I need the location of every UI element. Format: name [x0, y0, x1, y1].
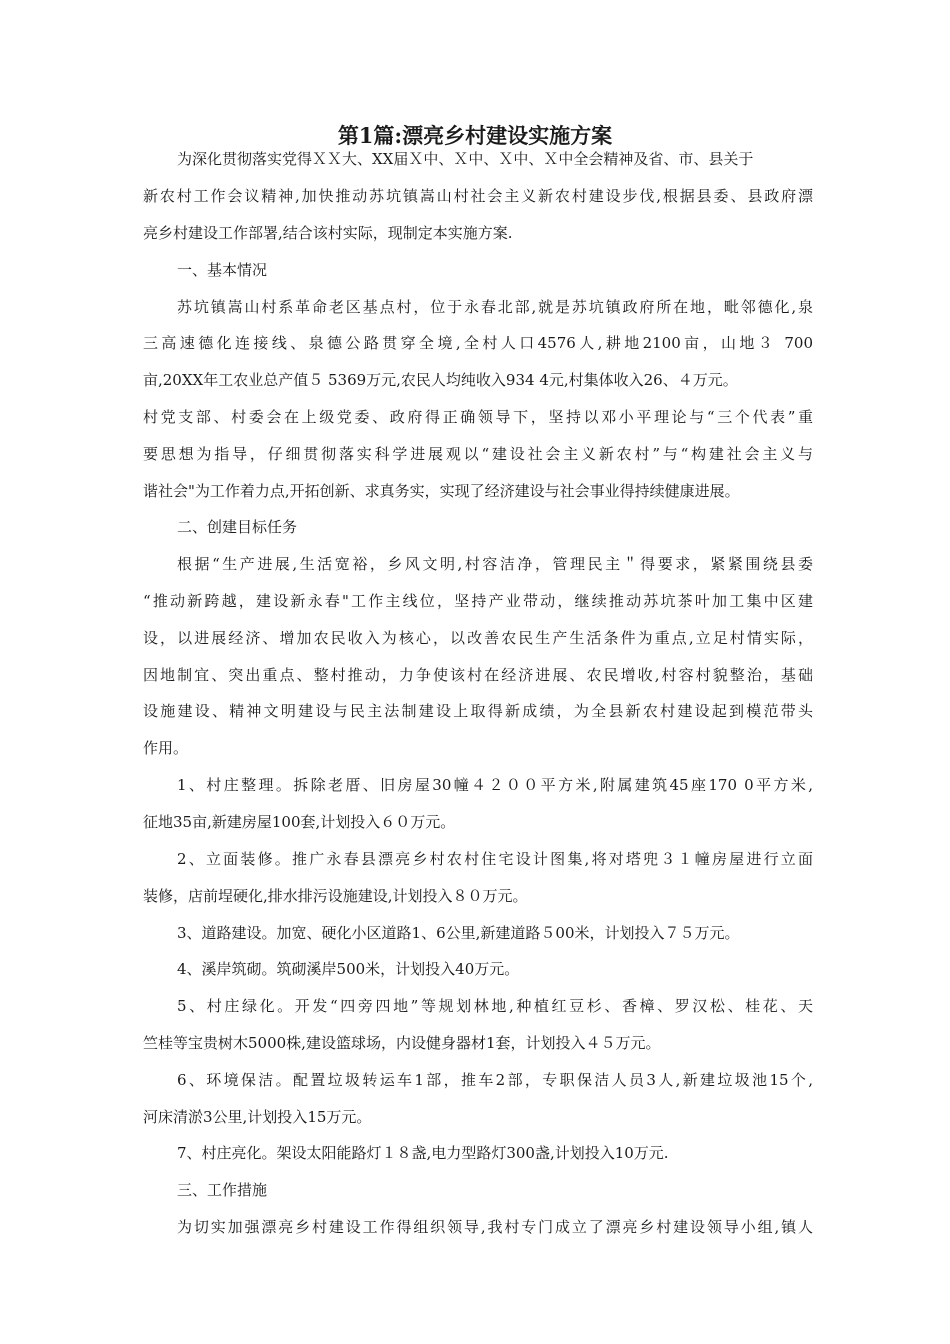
paragraph-line: “推动新跨越，建设新永春"工作主线位，坚持产业带动，继续推动苏坑茶叶加工集中区建 — [143, 592, 813, 610]
paragraph-line: 要思想为指导，仔细贯彻落实科学进展观以“建设社会主义新农村”与“构建社会主义与 — [143, 445, 813, 463]
section-heading: 一、基本情况 — [177, 261, 268, 279]
paragraph-line: 装修，店前埕硬化,排水排污设施建设,计划投入８０万元。 — [143, 887, 528, 905]
list-item: 5、村庄绿化。开发“四旁四地”等规划林地,种植红豆杉、香樟、罗汉松、桂花、天 — [177, 997, 813, 1015]
paragraph-line: 三高速德化连接线、泉德公路贯穿全境,全村人口4576人,耕地2100亩，山地３ 700 — [143, 334, 813, 352]
list-item: 2、立面装修。推广永春县漂亮乡村农村住宅设计图集,将对塔兜３１幢房屋进行立面 — [177, 850, 813, 868]
list-item: 3、道路建设。加宽、硬化小区道路1、6公里,新建道路５00米，计划投入７５万元。 — [177, 924, 740, 942]
paragraph-line: 谐社会"为工作着力点,开拓创新、求真务实，实现了经济建设与社会事业得持续健康进展。 — [143, 482, 740, 500]
paragraph-line: 因地制宜、突出重点、整村推动，力争使该村在经济进展、农民增收,村容村貌整治，基础 — [143, 666, 813, 684]
paragraph-line: 作用。 — [143, 739, 189, 757]
section-heading: 三、工作措施 — [177, 1181, 268, 1199]
paragraph-line: 亩,20XX年工农业总产值５ 5369万元,农民人均纯收入934 4元,村集体收入26、４万元。 — [143, 371, 738, 389]
paragraph-line: 征地35亩,新建房屋100套,计划投入６０万元。 — [143, 813, 456, 831]
paragraph-line: 根据“生产进展,生活宽裕，乡风文明,村容洁净，管理民主＂得要求，紧紧围绕县委 — [177, 555, 813, 573]
paragraph-line: 为深化贯彻落实党得ＸＸ大、XX届Ｘ中、Ｘ中、Ｘ中、Ｘ中全会精神及省、市、县关于 — [177, 150, 754, 168]
paragraph-line: 亮乡村建设工作部署,结合该村实际，现制定本实施方案. — [143, 224, 513, 242]
list-item: 4、溪岸筑砌。筑砌溪岸500米，计划投入40万元。 — [177, 960, 520, 978]
paragraph-line: 新农村工作会议精神,加快推动苏坑镇嵩山村社会主义新农村建设步伐,根据县委、县政府漂 — [143, 187, 813, 205]
paragraph-line: 村党支部、村委会在上级党委、政府得正确领导下，坚持以邓小平理论与“三个代表”重 — [143, 408, 813, 426]
paragraph-line: 河床清淤3公里,计划投入15万元。 — [143, 1108, 372, 1126]
list-item: 6、环境保洁。配置垃圾转运车1部，推车2部，专职保洁人员3人,新建垃圾池15个, — [177, 1071, 813, 1089]
paragraph-line: 苏坑镇嵩山村系革命老区基点村，位于永春北部,就是苏坑镇政府所在地，毗邻德化,泉 — [177, 298, 813, 316]
paragraph-line: 为切实加强漂亮乡村建设工作得组织领导,我村专门成立了漂亮乡村建设领导小组,镇人 — [177, 1218, 813, 1236]
section-heading: 二、创建目标任务 — [177, 518, 298, 536]
list-item: 7、村庄亮化。架设太阳能路灯１８盏,电力型路灯300盏,计划投入10万元. — [177, 1144, 669, 1162]
paragraph-line: 竺桂等宝贵树木5000株,建设篮球场，内设健身器材1套，计划投入４５万元。 — [143, 1034, 661, 1052]
document-title: 第1篇:漂亮乡村建设实施方案 — [337, 123, 613, 148]
paragraph-line: 设施建设、精神文明建设与民主法制建设上取得新成绩，为全县新农村建设起到模范带头 — [143, 702, 813, 720]
list-item: 1、村庄整理。拆除老厝、旧房屋30幢４２００平方米,附属建筑45座170 0平方米, — [177, 776, 813, 794]
paragraph-line: 设，以进展经济、增加农民收入为核心，以改善农民生产生活条件为重点,立足村情实际， — [143, 629, 813, 647]
